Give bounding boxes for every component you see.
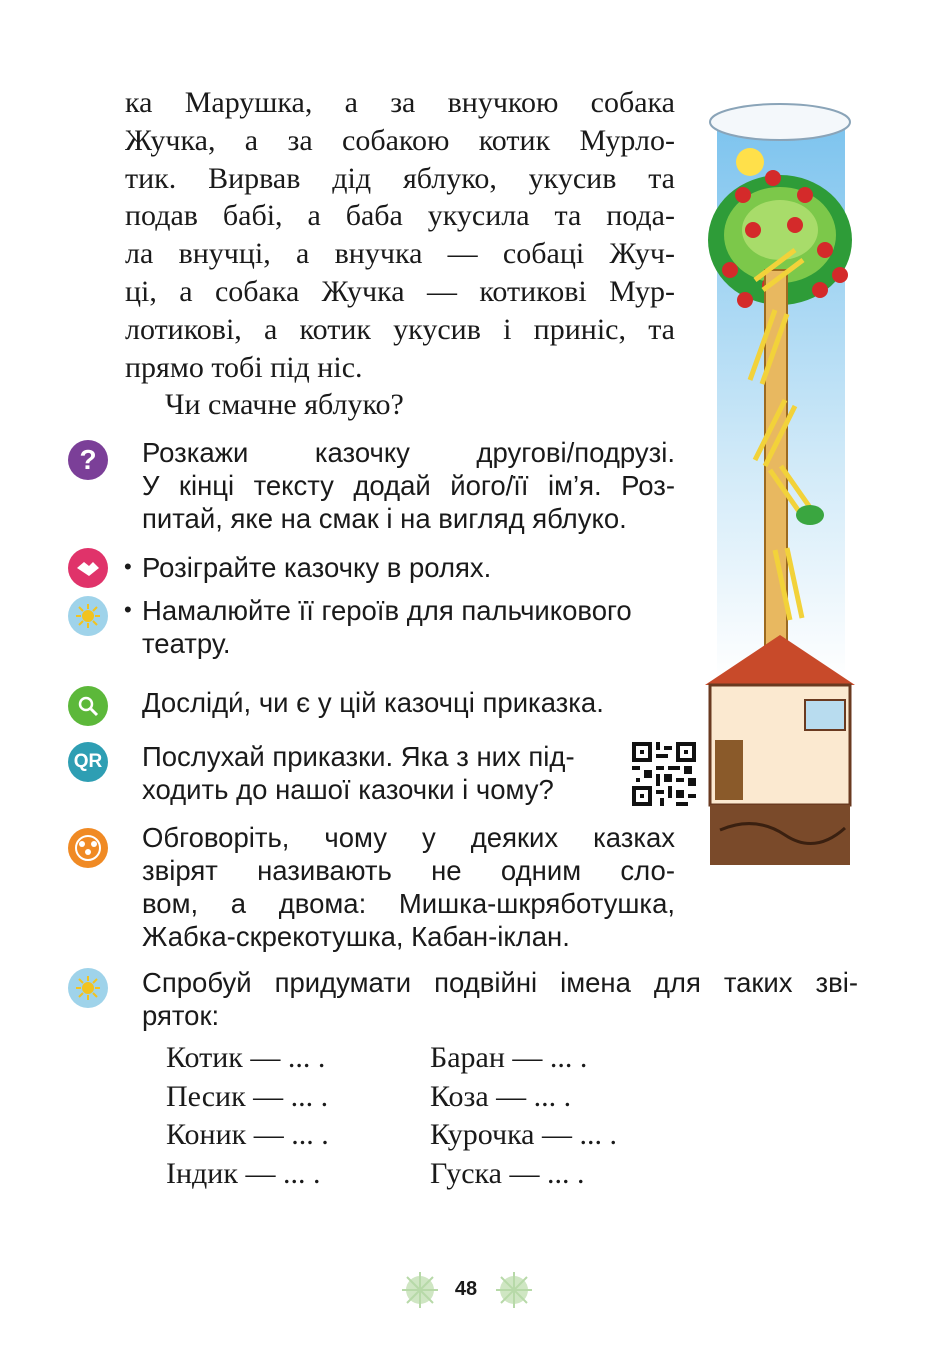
- story-line: ла внучці, а внучка — собаці Жуч-: [125, 237, 675, 271]
- page-ornament-left: [398, 1270, 442, 1310]
- animal-word: Коник — ... .: [166, 1118, 329, 1151]
- task-explore: [142, 686, 604, 719]
- animal-list-left: [166, 1039, 329, 1193]
- task-line: Намалюйте її героїв для пальчикового: [142, 595, 632, 626]
- task-invent: [142, 966, 858, 1032]
- handshake-icon: [68, 548, 108, 588]
- story-line: тик. Вирвав дід яблуко, укусив та: [125, 161, 675, 195]
- story-line: ка Марушка, а за внучкою собака: [125, 86, 675, 119]
- qr-code[interactable]: [632, 742, 696, 806]
- bullet-marker: •: [124, 597, 132, 622]
- question-symbol: ?: [79, 444, 97, 475]
- bullet-marker: •: [124, 554, 132, 579]
- qr-icon: [68, 742, 108, 782]
- animal-word: Котик — ... .: [166, 1041, 326, 1074]
- task-line: Досліди́, чи є у цій казочці приказка.: [142, 687, 604, 718]
- story-question: Чи смачне яблуко?: [165, 388, 404, 422]
- task-line: Розкажи казочку другові/подрузі.: [142, 437, 675, 468]
- task-line: Послухай приказки. Яка з них під-: [142, 741, 575, 772]
- task-line: питай, яке на смак і на вигляд яблуко.: [142, 503, 627, 534]
- task-line: Розіграйте казочку в ролях.: [142, 552, 492, 583]
- task-listen: [142, 740, 575, 806]
- tree-illustration: [695, 100, 865, 870]
- task-line: Жабка-скрекотушка, Кабан-іклан.: [142, 921, 570, 952]
- magnifier-icon: [68, 686, 108, 726]
- question-icon: [68, 440, 108, 480]
- task-line: ряток:: [142, 1000, 220, 1031]
- task-retell: [142, 436, 675, 535]
- animal-word: Індик — ... .: [166, 1156, 321, 1190]
- small-leaves: [796, 505, 824, 525]
- task-line: театру.: [142, 628, 231, 659]
- story-line: Жучка, а за собакою котик Мурло-: [125, 123, 675, 157]
- animal-word: Курочка — ... .: [430, 1118, 618, 1151]
- task-line: ходить до нашої казочки і чому?: [142, 774, 554, 805]
- story-line: прямо тобі під ніс.: [125, 350, 363, 384]
- story-line: лотикові, а котик укусив і приніс, та: [125, 312, 675, 346]
- qr-icon-label: QR: [73, 751, 103, 772]
- group-icon: [68, 828, 108, 868]
- animal-list-right: [430, 1039, 617, 1193]
- task-line: Обговоріть, чому у деяких казках: [142, 822, 675, 853]
- animal-word: Баран — ... .: [430, 1041, 588, 1074]
- task-draw: [142, 594, 632, 660]
- story-line: ці, а собака Жучка — котикові Мур-: [125, 274, 675, 308]
- task-line: У кінці тексту додай його/її ім’я. Роз-: [142, 470, 675, 501]
- task-line: звірят називають не одним сло-: [142, 855, 675, 886]
- animal-word: Песик — ... .: [166, 1079, 329, 1113]
- task-roles: [142, 551, 491, 584]
- sun-icon: [68, 596, 108, 636]
- cloud: [710, 104, 850, 140]
- task-line: Спробуй придумати подвійні імена для таких зві-: [142, 967, 858, 998]
- page-ornament-right: [492, 1270, 536, 1310]
- task-discuss: [142, 821, 675, 953]
- story-line: подав бабі, а баба укусила та пода-: [125, 199, 675, 233]
- sun: [736, 148, 764, 176]
- page-number: 48: [454, 1278, 478, 1300]
- animal-word: Коза — ... .: [430, 1079, 572, 1113]
- story-text: [125, 84, 675, 424]
- sun-icon: [68, 968, 108, 1008]
- task-line: вом, а двома: Мишка-шкряботушка,: [142, 888, 675, 919]
- animal-word: Гуска — ... .: [430, 1156, 585, 1190]
